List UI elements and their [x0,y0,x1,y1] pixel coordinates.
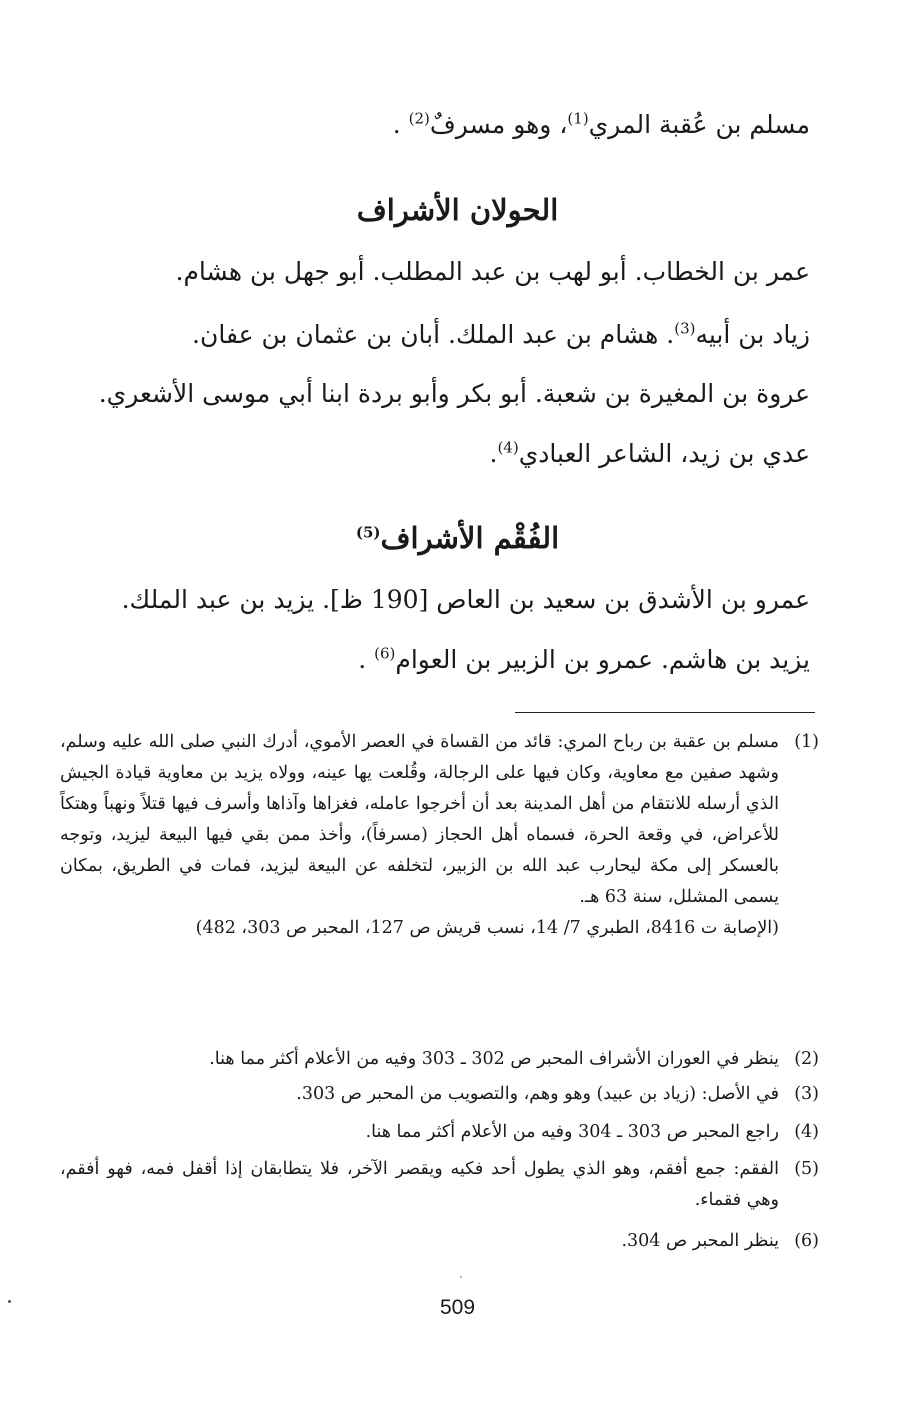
footnote-5 [60,1154,819,1216]
footnote-ref-2[interactable]: (2) [408,109,430,128]
section1-line-1: عمر بن الخطاب. أبو لهب بن عبد المطلب. أبو جهل بن هشام. [175,257,810,286]
footnote-source: (الإصابة ت 8416، الطبري 7/ 14، نسب قريش ص 127، المحبر ص 303، 482) [195,918,779,938]
footnote-number: (4) [794,1122,819,1142]
section1-line-4 [60,437,810,471]
footnote-number: (2) [794,1049,819,1069]
footnote-ref-5[interactable]: (5) [355,523,381,542]
section-heading-1: الحولان الأشراف [356,193,559,227]
footnote-ref-4[interactable]: (4) [497,438,519,457]
footnote-number: (3) [794,1084,819,1104]
footnote-number: (6) [794,1231,819,1251]
footnote-separator [515,712,815,713]
section1-line-2-text-b: . هشام بن عبد الملك. أبان بن عثمان بن عفان. [192,320,675,349]
footnote-text: مسلم بن عقبة بن رباح المري: قائد من القساة في العصر الأموي، أدرك النبي صلى الله عليه وسلم، وشهد صفين مع معاوية، وكان فيها على الرجالة، وقُلعت يها عينه، وولاه يزيد بن معاوية قيادة الجيش الذي أرسله للانتقام من أهل المدينة بعد أن أخرجوا عامله، فغزاها وآذاها وأسرف فيها قتلاً ونهباً وهتكاً للأعراض، في وقعة الحرة، فسماه أهل الحجاز (مسرفاً)، وأخذ ممن بقي فيها البيعة ليزيد، وتوجه بالعسكر إلى مكة ليحارب عبد الله بن الزبير، لتخلفه عن البيعة ليزيد، فمات في الطريق، بمكان يسمى المشلل، سنة 63 هـ. [60,732,779,907]
top-line-end: . [392,110,409,139]
section2-line-2 [60,643,810,677]
footnote-ref-3[interactable]: (3) [674,319,696,338]
section2-line-1: عمرو بن الأشدق بن سعيد بن العاص [190 ظ]. يزيد بن عبد الملك. [121,585,810,614]
footnote-text: الفقم: جمع أفقم، وهو الذي يطول أحد فكيه ويقصر الآخر، فلا يتطابقان إذا أقفل فمه، فهو أفقم، وهي فقماء. [60,1159,779,1210]
top-line-text-2: ، وهو مسرفٌ [429,110,568,139]
scan-speck [460,1276,462,1278]
section1-line-4-text-b: . [489,439,498,468]
section2-line-2-text-a: يزيد بن هاشم. عمرو بن الزبير بن العوام [395,645,810,674]
scan-speck [8,1300,11,1303]
top-line [60,108,810,142]
section1-line-4-text-a: عدي بن زيد، الشاعر العبادي [518,439,810,468]
footnote-4 [60,1117,819,1148]
footnote-text: ينظر في العوران الأشراف المحبر ص 302 ـ 303 وفيه من الأعلام أكثر مما هنا. [209,1049,779,1069]
section1-line-3: عروة بن المغيرة بن شعبة. أبو بكر وأبو بردة ابنا أبي موسى الأشعري. [98,379,810,408]
footnote-1 [60,727,819,944]
section1-line-2-text-a: زياد بن أبيه [695,320,810,349]
section-heading-2 [0,518,915,558]
section2-line-2-text-b: . [358,645,375,674]
footnote-text: راجع المحبر ص 303 ـ 304 وفيه من الأعلام أكثر مما هنا. [365,1122,779,1142]
footnote-2 [60,1044,819,1075]
section-heading-2-text: الفُقْم الأشراف [380,521,560,555]
footnote-6 [60,1226,819,1257]
top-line-text-1: مسلم بن عُقبة المري [588,110,810,139]
footnote-number: (5) [794,1159,819,1179]
section1-line-2 [60,318,810,352]
footnote-ref-1[interactable]: (1) [567,109,589,128]
footnote-ref-6[interactable]: (6) [374,644,396,663]
footnote-number: (1) [794,732,819,752]
footnote-text: ينظر المحبر ص 304. [621,1231,779,1251]
page-number: 509 [439,1296,476,1319]
footnote-text: في الأصل: (زياد بن عبيد) وهو وهم، والتصويب من المحبر ص 303. [296,1084,779,1104]
footnote-3 [60,1079,819,1110]
